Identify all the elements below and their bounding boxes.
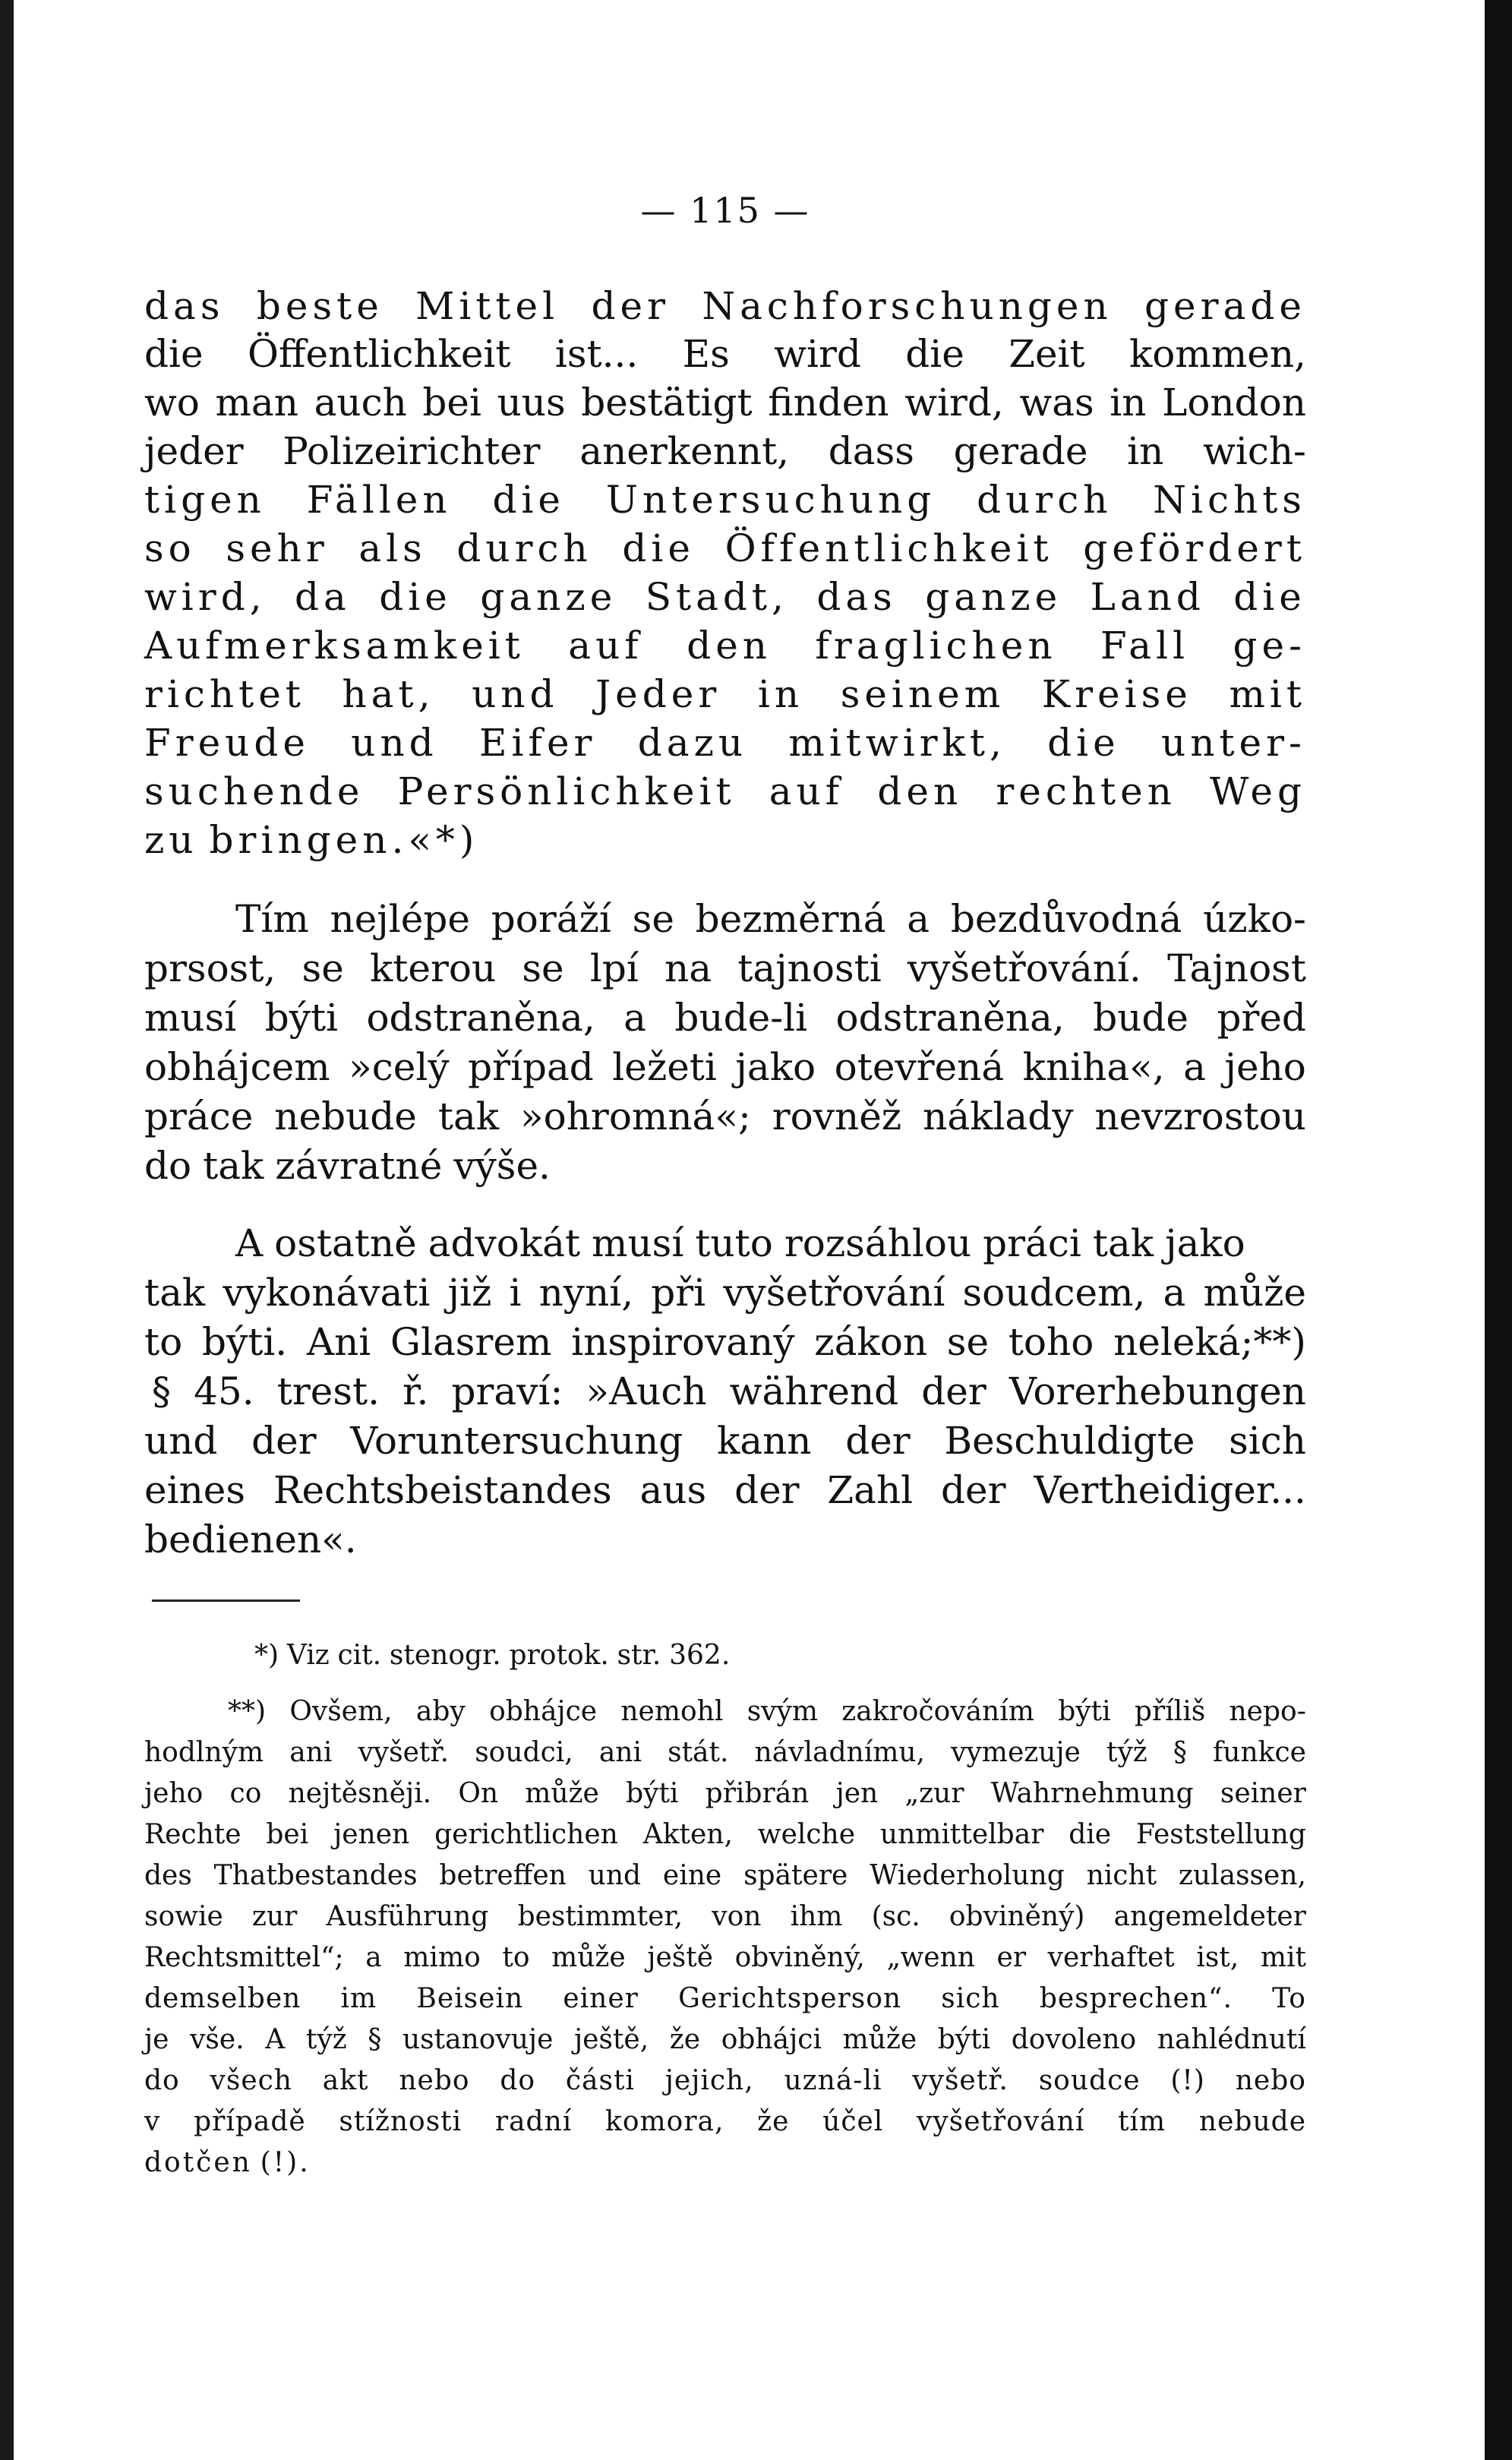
body-line: eines Rechtsbeistandes aus der Zahl der Vertheidiger... [144,1468,1306,1512]
body-line: jeder Polizeirichter anerkennt, dass gerade in wich- [144,429,1306,473]
body-line: zu bringen.«*) [144,818,479,862]
body-line: und der Voruntersuchung kann der Beschuldigte sich [144,1419,1306,1463]
footnote-line: **) Ovšem, aby obhájce nemohl svým zakročováním býti příliš nepo- [228,1696,1306,1727]
footnote-line: do všech akt nebo do části jejich, uzná-li vyšetř. soudce (!) nebo [144,2065,1306,2096]
body-line: wird, da die ganze Stadt, das ganze Land die [144,575,1306,619]
footnote-line: dotčen (!). [144,2147,311,2178]
scan-border-left [0,0,14,2460]
body-line: Freude und Eifer dazu mitwirkt, die unter- [144,721,1306,765]
body-line: do tak závratné výše. [144,1144,551,1188]
footnote-line: Rechte bei jenen gerichtlichen Akten, welche unmittelbar die Feststellung [144,1819,1306,1850]
footnote-line: des Thatbestandes betreffen und eine spätere Wiederholung nicht zulassen, [144,1860,1306,1891]
footnote-line: hodlným ani vyšetř. soudci, ani stát. návladnímu, vymezuje týž § funkce [144,1737,1306,1768]
body-line: obhájcem »celý případ ležeti jako otevřená kniha«, a jeho [144,1045,1306,1089]
footnote-line: *) Viz cit. stenogr. protok. str. 362. [254,1640,731,1671]
body-line: so sehr als durch die Öffentlichkeit gefördert [144,526,1306,570]
scan-border-right [1485,0,1512,2460]
footnote-line: je vše. A týž § ustanovuje ještě, že obhájci může býti dovoleno nahlédnutí [144,2024,1306,2055]
body-line: bedienen«. [144,1517,357,1562]
book-page [144,0,1306,2460]
page-number: — 115 — [640,190,810,231]
footnote-line: sowie zur Ausführung bestimmter, von ihm (sc. obviněný) angemeldeter [144,1901,1306,1932]
body-line: tigen Fällen die Untersuchung durch Nichts [144,478,1306,522]
body-line: Tím nejlépe poráží se bezměrná a bezdůvodná úzko- [235,897,1306,941]
body-line: § 45. trest. ř. praví: »Auch während der Vorerhebungen [152,1369,1306,1413]
footnote-line: jeho co nejtěsněji. On může býti přibrán jen „zur Wahrnehmung seiner [144,1778,1306,1809]
footnote-line: Rechtsmittel“; a mimo to může ještě obviněný, „wenn er verhaftet ist, mit [144,1942,1306,1973]
body-line: das beste Mittel der Nachforschungen gerade [144,284,1306,328]
body-line: richtet hat, und Jeder in seinem Kreise mit [144,672,1306,716]
body-line: tak vykonávati již i nyní, při vyšetřování soudcem, a může [144,1271,1306,1315]
body-line: prsost, se kterou se lpí na tajnosti vyšetřování. Tajnost [144,946,1306,990]
body-line: Aufmerksamkeit auf den fraglichen Fall ge- [144,624,1306,668]
body-line: suchende Persönlichkeit auf den rechten Weg [144,769,1306,813]
footnote-rule [152,1599,300,1602]
footnote-line: demselben im Beisein einer Gerichtsperson sich besprechen“. To [144,1983,1306,2014]
footnote-line: v případě stížnosti radní komora, že účel vyšetřování tím nebude [144,2106,1306,2137]
body-line: musí býti odstraněna, a bude-li odstraněna, bude před [144,996,1306,1040]
body-line: wo man auch bei uus bestätigt finden wird, was in London [144,381,1306,425]
body-line: to býti. Ani Glasrem inspirovaný zákon se toho neleká;**) [144,1320,1306,1364]
body-line: A ostatně advokát musí tuto rozsáhlou práci tak jako [235,1221,1245,1265]
body-line: práce nebude tak »ohromná«; rovněž náklady nevzrostou [144,1094,1306,1138]
body-line: die Öffentlichkeit ist... Es wird die Zeit kommen, [144,332,1306,376]
